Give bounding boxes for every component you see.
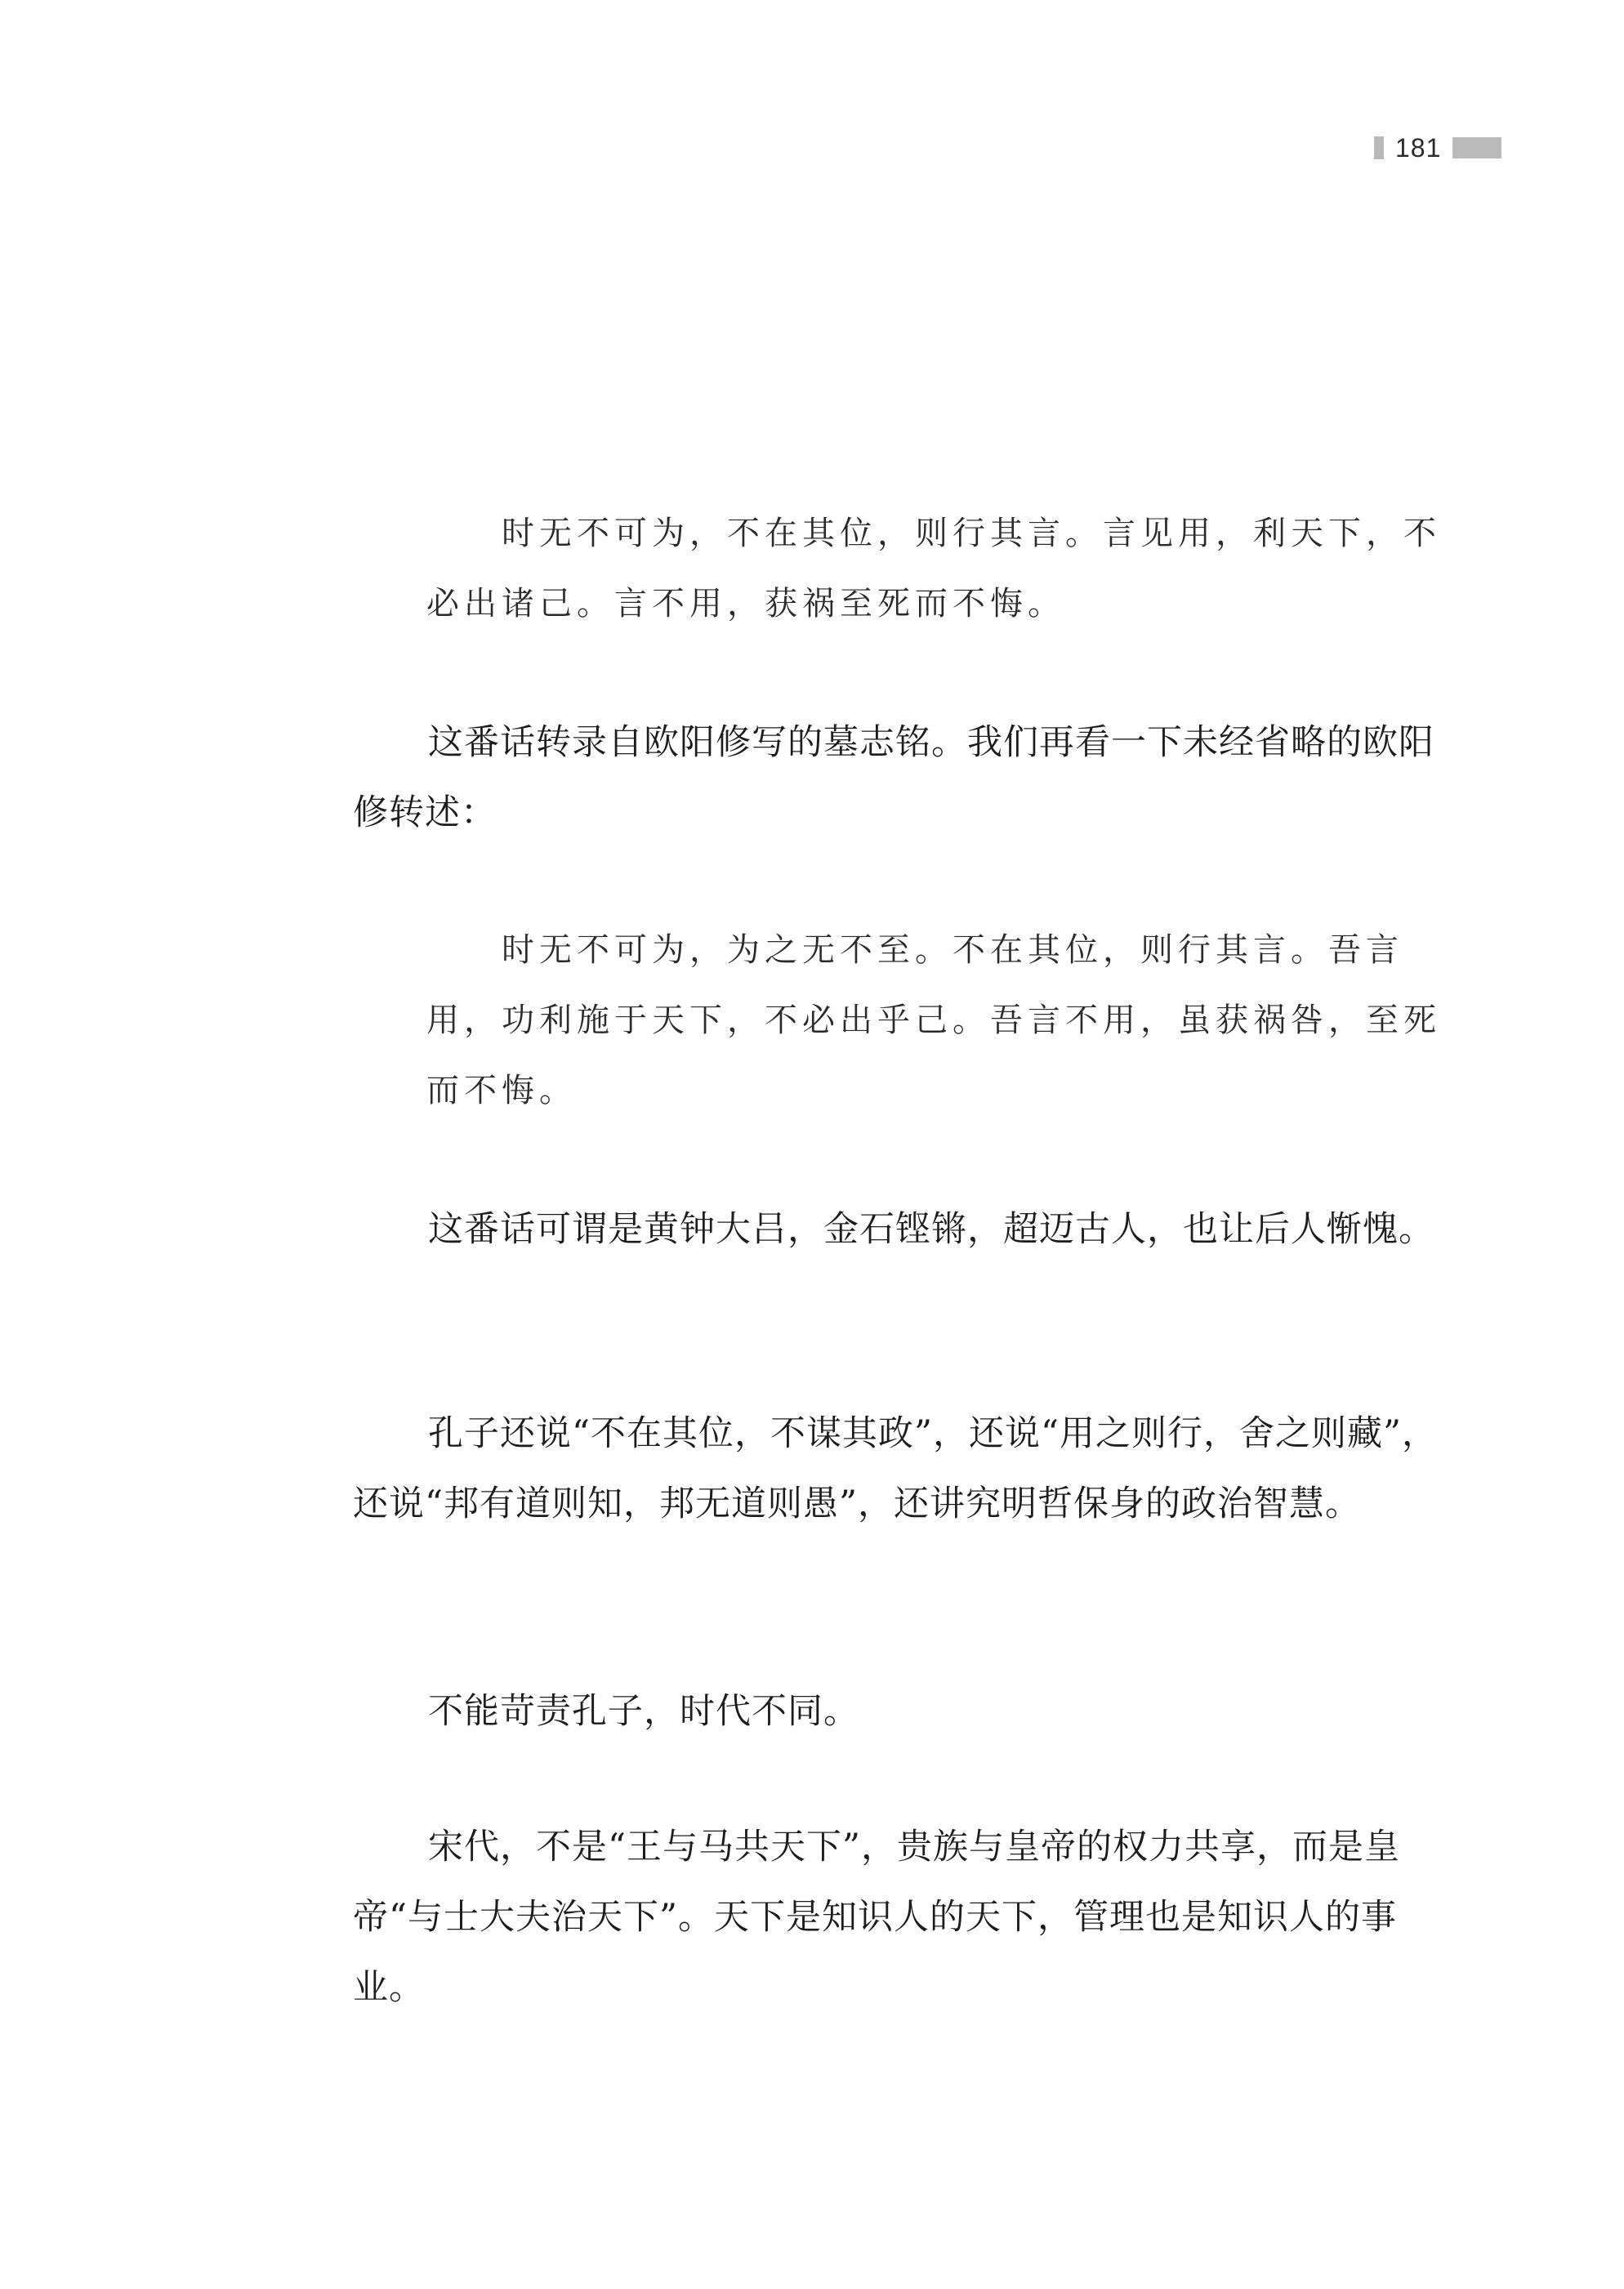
paragraph-4: 不能苛责孔子，时代不同。 (428, 1691, 859, 1732)
page-number: 181 (1395, 133, 1442, 163)
header-bar-right (1452, 137, 1501, 158)
header-bar-left (1374, 136, 1384, 159)
paragraph-5: 宋代，不是“王与马共天下”，贵族与皇帝的权力共享，而是皇帝“与士大夫治天下”。天下是知识人的天下，管理也是知识人的事业。 (353, 1827, 1400, 2008)
block-quote-1: 时无不可为，不在其位，则行其言。言见用，利天下，不必出诸己。言不用，获祸至死而不悔。 (426, 515, 1441, 622)
block-quote-2: 时无不可为，为之无不至。不在其位，则行其言。吾言用，功利施于天下，不必出乎己。吾言不用，虽获祸咎，至死而不悔。 (426, 931, 1441, 1109)
paragraph-3: 孔子还说“不在其位，不谋其政”，还说“用之则行，舍之则藏”，还说“邦有道则知，邦无道则愚”，还讲究明哲保身的政治智慧。 (353, 1413, 1438, 1524)
paragraph-1: 这番话转录自欧阳修写的墓志铭。我们再看一下未经省略的欧阳修转述： (353, 722, 1434, 833)
paragraph-2: 这番话可谓是黄钟大吕，金石铿锵，超迈古人，也让后人惭愧。 (428, 1209, 1434, 1250)
page-header (1374, 134, 1501, 162)
